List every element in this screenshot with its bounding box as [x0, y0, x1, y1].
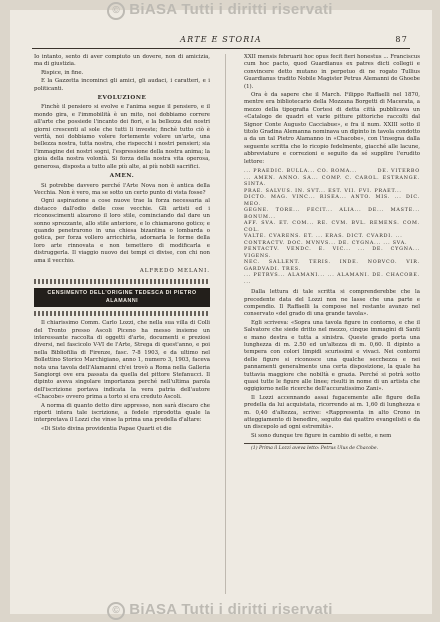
author-signature: ALFREDO MELANI. — [139, 267, 210, 274]
watermark-top: © BiASA Tutti i diritti riservati — [0, 0, 440, 20]
section-heading-evoluzione: EVOLUZIONE — [97, 95, 147, 102]
inscription-line: CONTRACTV. DOC. MVNVS... DE. CYGNA... ... SVA. — [244, 240, 408, 246]
body-paragraph: Egli scriveva: «Sopra una tavola figure in contorno, e che il Salvatore che siede dritto nel mezzo, cinque immagini di Santi e mano destra e tutta a sinistra. Queste grado porta una lunghezza di m. 2.50 ed un'altezza di m. 0,60. Il dipinto a tempera con colori limpidi scurissimi e vivaci. Nei contorni delle figure si riconosce una qualche secchezza e nei pannamenti generalmente una certa disposizione, la quale ha tuttavia maggiore che nobiltà e grazia. Perché si potrà sotto quasi tutte le figure alle linee; risulti in nome di un artista che oggigiorno nelle ricerche dell'accuratissimo Zani». — [244, 319, 420, 393]
body-paragraph: Il chiarissimo Comm. Carlo Lozzi, che nella sua villa di Colli del Tronto presso Ascoli Piceno ha messo insieme un interessante raccolta di oggetti d'arte, documenti e preziosi diversi, nel fascicolo V-VI de l'Arte, Strega di quest'anno, e poi nella Bibliofilia di Firenze, fasc. 7-8 1903, e da ultimo nel Bollettino Storico Marchigiano, anno 1, numero 3, 1903, faceva nota una tavola dell'Alamanni ch'ei trovò a Roma nella Galleria Sangiorgi ove era passata da quella del pittore Stefanucci. Il dipinto aveva singolare importanza perché nell'ultima parola dell'iscrizione portava indicata la vera patria dell'autore «Chacobe» ovvero prima a torto si era creduto Ascoli. — [34, 320, 210, 401]
intro-paragraph: Rispice, in fine. — [41, 69, 84, 76]
body-paragraph: Ora è da sapere che il March. Filippo Raffaelli nel 1870, mentre era bibliotecario della Mozzana Borgetti di Macerata, a mezzo della tipografia Cortesi di detta città pubblicava un «Catalogo de quadri et varie pitture pittoriche raccolti dal Signor Conte Augusto Cacciabue», e fra il num. XXIII sotto il titolo Gradina Alemanna nominava un dipinto in tavola condotto a da un tal Pietro Alamanno in «Chacobe», con l'insegna dalla seguente scritta che lo ricopio fedelmente, giacché alle lacune, abbreviature e correzioni e seguito da sé supplire l'erudito lettore: — [244, 92, 420, 165]
footnote-rule — [244, 443, 332, 444]
column-rule — [225, 54, 226, 594]
footnote: (1) Prima il Lozzi aveva letto: Petrus Ulus de Chacobe. — [251, 446, 379, 452]
inscription-line: ... PETRVS... ALAMANI... ... ALAMANI. DE. CHACOBE. ... — [244, 273, 420, 285]
body-paragraph: Dalla lettura di tale scritta si comprenderebbe che la precedente data del Lozzi non ne lasse che una parte e compendio. Il Raffaelli la compose nel restante avanzo nel conservato «del grado di una grande tavola». — [244, 289, 420, 318]
inscription-line: ... AMEN. ANNO. SA... COMP. C. CAROL. ESTRANGE. SINTA. — [244, 175, 420, 188]
inscription-line: PRAE. SALVUS. IN. SVT... EST. VII. FVI. PRAET... — [244, 188, 402, 194]
document-page — [10, 10, 432, 614]
body-paragraph: Il Lozzi accennando assai fugacemente alle figure della predella da lui acquistata, ricorrendo ai m. 1,60 di lunghezza e m. 0,40 d'altezza, scrive: «Rappresenta in alto Crono in atteggiamento di benedire, seguito dai quattro evangelisti e da un discepolo ad ogni estremità». — [244, 394, 420, 431]
body-paragraph: Ogni aspirazione a cose nuove trae la forza necessaria al distacco dall'odio delle cose vecchie. Gli artisti ed i riconoscimenti alzarono il loro stile, cominciando dal dare un sonno sprezzante, allo stile anteriore, e lo chiamarono gotico; e quando penetrarono in una chiesa bizantina o lombarda o gotica, per forza vollero arricchirla, adornarla le forme della loro arte rinnovata e non temettero di modificarla e distruggerla. Il viaggio nuovo dei tempi ci divise, con chi non ama il vecchio. — [34, 198, 210, 264]
inscription-line: AFF. SVA. ET. COM... RE. CVM. BVL. REMENS. COM. COL. — [244, 221, 420, 233]
article-title-banner: CENSIMENTO DELL'ORIGINE TEDESCA DI PIETRO ALAMANNI — [34, 288, 210, 307]
running-header — [32, 34, 410, 49]
right-column — [244, 54, 420, 453]
inscription-line: DICTO. MAG. VINC... RISEA... ANTO. MIS. ... DIC. MEO. — [244, 195, 420, 207]
body-paragraph: Si sono dunque tre figure in cambio di sette, e nem — [251, 432, 392, 439]
copyright-icon: © — [107, 602, 125, 620]
ornamental-divider — [34, 311, 210, 316]
page-number: 87 — [395, 35, 408, 44]
left-column — [34, 54, 210, 434]
body-paragraph: «Di Sisto divina providentia Papae Quarti et die — [41, 425, 172, 432]
copyright-icon: © — [107, 2, 125, 20]
inscription-line: VALTE. CVARENS. ET. ... ERAS. DICT. CVARDI. ... — [244, 234, 403, 240]
body-paragraph: XXII mensis februarii hoc opus fecit fieri honestus ... Franciscus cum hoc pacto, quod Guardianus ex patres dicti collegii e convincere detto mutano in perpetuo di ne rogato Tullius Guardianus tradito Nobile Magister Petrus Alemanni de Ghoebe (1). — [244, 54, 420, 90]
section-heading-amen: AMEN. — [109, 173, 135, 180]
inscription-block — [244, 169, 420, 286]
body-paragraph: Si potrebbe davvero perché l'Arte Nova non è antica della Vecchia. Non è vero, ma se sotto un certo punto di vista fosse? — [34, 182, 210, 196]
watermark-bottom: © BiASA Tutti i diritti riservati — [0, 600, 440, 620]
page-header-title: ARTE E STORIA — [180, 35, 262, 44]
body-paragraph: Finchè il pensiero si evolve e l'anima segue il pensiero, e il mondo gira, e l'immobilità è un mito, noi dobbiamo correre all'arte che possiede l'incanto dei fiori, e la bellezza dei nostri giorni crescenti al sole che tutti li investe; finchè tutto ciò è verità, noi dobbiamo volere fortemente volere un'arte, una bellezza nostra, tutta nostra, che rispecchi i nostri pensieri; sia l'immagine dei nostri sogni, l'espressione della nostra anima; la gioia della nostra volontà. Si forza della nostra vita operosa, generosa, disposta a tutto alle più alte, ai più nobili sacrifici. — [34, 104, 210, 170]
inscription-line: PENTACTV. VENDC. E. VIC... ... DE. CYGNA... VIGENS. — [244, 247, 420, 259]
ornamental-divider — [34, 279, 210, 284]
intro-paragraph: E la Gazzetta incominci gli amici, gli audaci, i caratteri, e i politicanti. — [34, 78, 210, 92]
intro-paragraph: Io intanto, sento di aver compiuto un dovere, non di amicizia, ma di giustizia. — [34, 54, 210, 68]
body-paragraph: A norma di quanto detto dire appresso, non sarà discaro che riporti intera tale iscrizione, a fedele riprodotta quale la interpretava il Lozzi che vinse la prima una predella d'altare: — [34, 402, 210, 424]
inscription-line: GEGNE. TORE... FECIT... ALIA... DE... MASTE... BONUM... — [244, 208, 420, 220]
inscription-line: NEC. SALLENT. TERIS. INDE. NOBVCO. VIR. GARDVADI. TRES. — [244, 260, 420, 272]
inscription-line: ... PRAEDIC. BULLA... CO. ROMA... DE. VITERBO — [244, 169, 420, 175]
